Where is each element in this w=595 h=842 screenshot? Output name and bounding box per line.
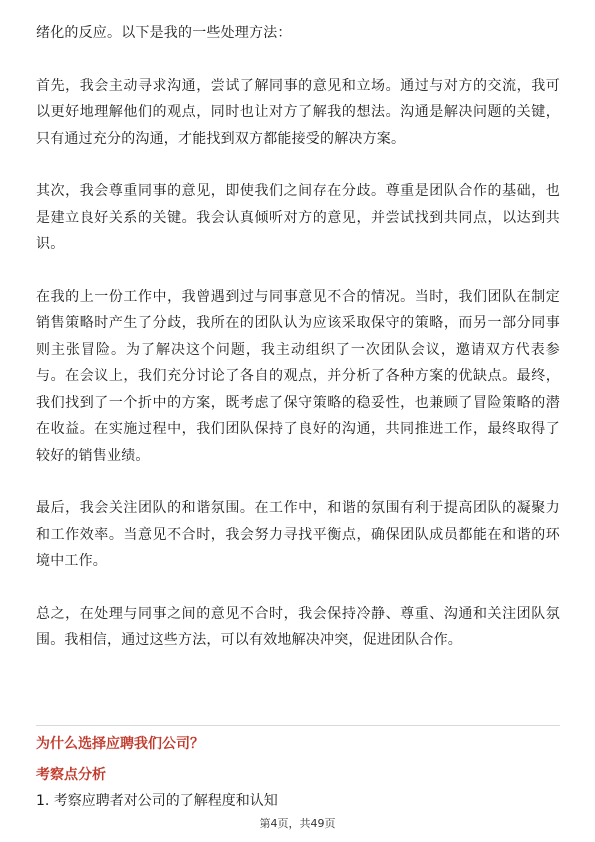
analysis-list-item: 1. 考察应聘者对公司的了解程度和认知 [36, 793, 278, 809]
page-number-footer: 第4页，共49页 [259, 817, 336, 830]
question-heading: 为什么选择应聘我们公司？ [36, 736, 204, 752]
paragraph-summary: 总之，在处理与同事之间的意见不合时，我会保持冷静、尊重、沟通和关注团队氛围。我相信，通过这些方法，可以有效地解决冲突，促进团队合作。 [36, 605, 560, 648]
paragraph-communication: 首先，我会主动寻求沟通，尝试了解同事的意见和立场。通过与对方的交流，我可以更好地理解他们的观点，同时也让对方了解我的想法。沟通是解决问题的关键，只有通过充分的沟通，才能找到双方都能接受的解决方案。 [36, 77, 560, 147]
paragraph-harmony: 最后，我会关注团队的和谐氛围。在工作中，和谐的氛围有利于提高团队的凝聚力和工作效率。当意见不合时，我会努力寻找平衡点，确保团队成员都能在和谐的环境中工作。 [36, 500, 560, 569]
paragraph-respect: 其次，我会尊重同事的意见，即使我们之间存在分歧。尊重是团队合作的基础，也是建立良好关系的关键。我会认真倾听对方的意见，并尝试找到共同点，以达到共识。 [36, 183, 560, 252]
paragraph-example: 在我的上一份工作中，我曾遇到过与同事意见不合的情况。当时，我们团队在制定销售策略时产生了分歧，我所在的团队认为应该采取保守的策略，而另一部分同事则主张冒险。为了解决这个问题，我主动组织了一次团队会议，邀请双方代表参与。在会议上，我们充分讨论了各自的观点，并分析了各种方案的优缺点。最终，我们找到了一个折中的方案，既考虑了保守策略的稳妥性，也兼顾了冒险策略的潜在收益。在实施过程中，我们团队保持了良好的沟通，共同推进工作，最终取得了较好的销售业绩。 [36, 288, 560, 464]
answer-body [36, 20, 560, 654]
section-divider [36, 725, 560, 726]
analysis-subheading: 考察点分析 [36, 767, 106, 783]
paragraph-continuation: 绪化的反应。以下是我的一些处理方法： [36, 25, 292, 41]
